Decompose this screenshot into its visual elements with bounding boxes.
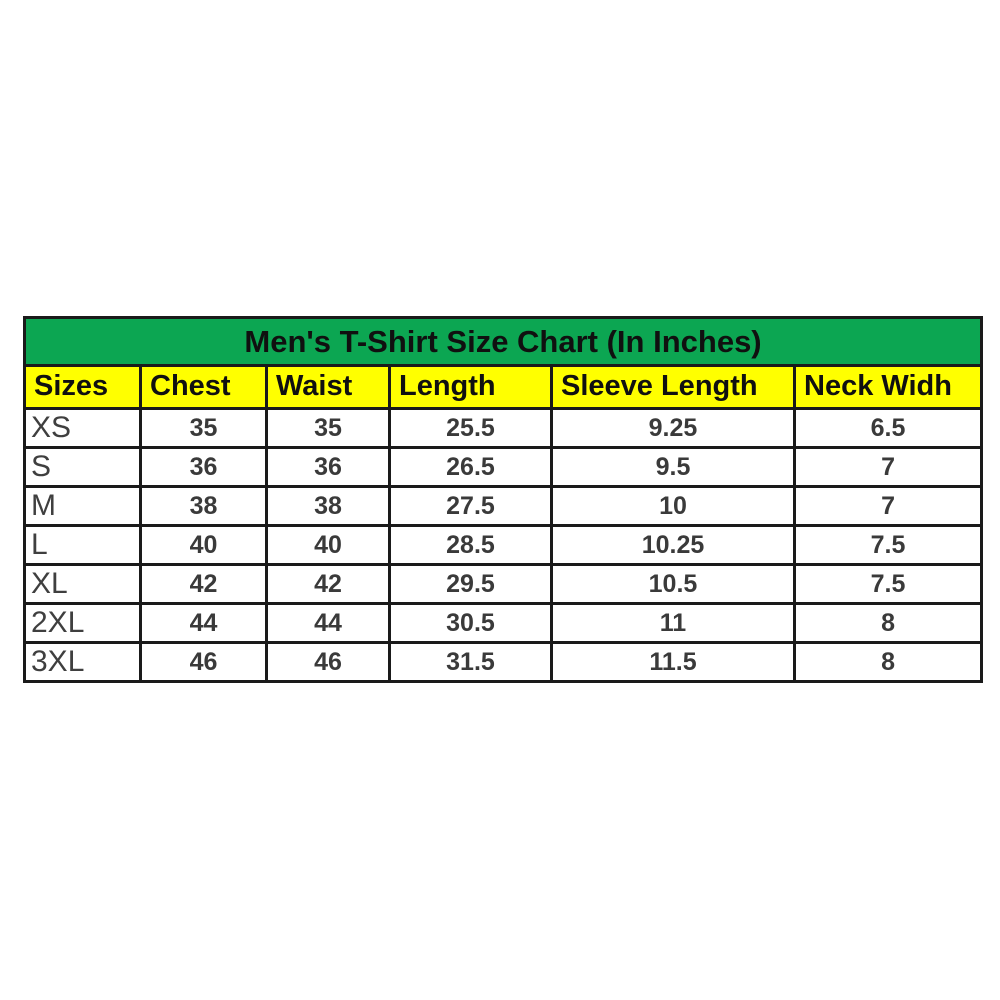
value-cell: 42 — [141, 565, 267, 604]
size-label-cell: XS — [25, 409, 141, 448]
value-cell: 8 — [795, 604, 982, 643]
column-header-neck-width: Neck Widh — [795, 366, 982, 409]
value-cell: 10.25 — [552, 526, 795, 565]
value-cell: 46 — [141, 643, 267, 682]
value-cell: 10.5 — [552, 565, 795, 604]
column-header-length: Length — [390, 366, 552, 409]
value-cell: 8 — [795, 643, 982, 682]
table-row-xl — [25, 565, 982, 604]
value-cell: 9.5 — [552, 448, 795, 487]
value-cell: 44 — [141, 604, 267, 643]
value-cell: 6.5 — [795, 409, 982, 448]
value-cell: 38 — [267, 487, 390, 526]
value-cell: 35 — [267, 409, 390, 448]
value-cell: 7.5 — [795, 565, 982, 604]
table-row-m — [25, 487, 982, 526]
value-cell: 46 — [267, 643, 390, 682]
value-cell: 31.5 — [390, 643, 552, 682]
table-row-3xl — [25, 643, 982, 682]
column-header-sleeve-length: Sleeve Length — [552, 366, 795, 409]
table-row-2xl — [25, 604, 982, 643]
value-cell: 36 — [267, 448, 390, 487]
value-cell: 40 — [141, 526, 267, 565]
value-cell: 11 — [552, 604, 795, 643]
size-label-cell: XL — [25, 565, 141, 604]
column-header-chest: Chest — [141, 366, 267, 409]
size-label-cell: 2XL — [25, 604, 141, 643]
value-cell: 35 — [141, 409, 267, 448]
value-cell: 44 — [267, 604, 390, 643]
value-cell: 10 — [552, 487, 795, 526]
value-cell: 30.5 — [390, 604, 552, 643]
column-header-row — [25, 366, 982, 409]
table-row-xs — [25, 409, 982, 448]
size-chart-table — [23, 316, 983, 683]
column-header-waist: Waist — [267, 366, 390, 409]
column-header-sizes: Sizes — [25, 366, 141, 409]
value-cell: 29.5 — [390, 565, 552, 604]
value-cell: 7 — [795, 487, 982, 526]
value-cell: 28.5 — [390, 526, 552, 565]
value-cell: 42 — [267, 565, 390, 604]
value-cell: 9.25 — [552, 409, 795, 448]
value-cell: 25.5 — [390, 409, 552, 448]
value-cell: 38 — [141, 487, 267, 526]
value-cell: 11.5 — [552, 643, 795, 682]
size-label-cell: L — [25, 526, 141, 565]
table-row-l — [25, 526, 982, 565]
size-label-cell: M — [25, 487, 141, 526]
table-title: Men's T-Shirt Size Chart (In Inches) — [25, 318, 982, 366]
value-cell: 27.5 — [390, 487, 552, 526]
value-cell: 7.5 — [795, 526, 982, 565]
value-cell: 36 — [141, 448, 267, 487]
value-cell: 26.5 — [390, 448, 552, 487]
title-row — [25, 318, 982, 366]
size-label-cell: S — [25, 448, 141, 487]
value-cell: 7 — [795, 448, 982, 487]
table-row-s — [25, 448, 982, 487]
value-cell: 40 — [267, 526, 390, 565]
size-label-cell: 3XL — [25, 643, 141, 682]
